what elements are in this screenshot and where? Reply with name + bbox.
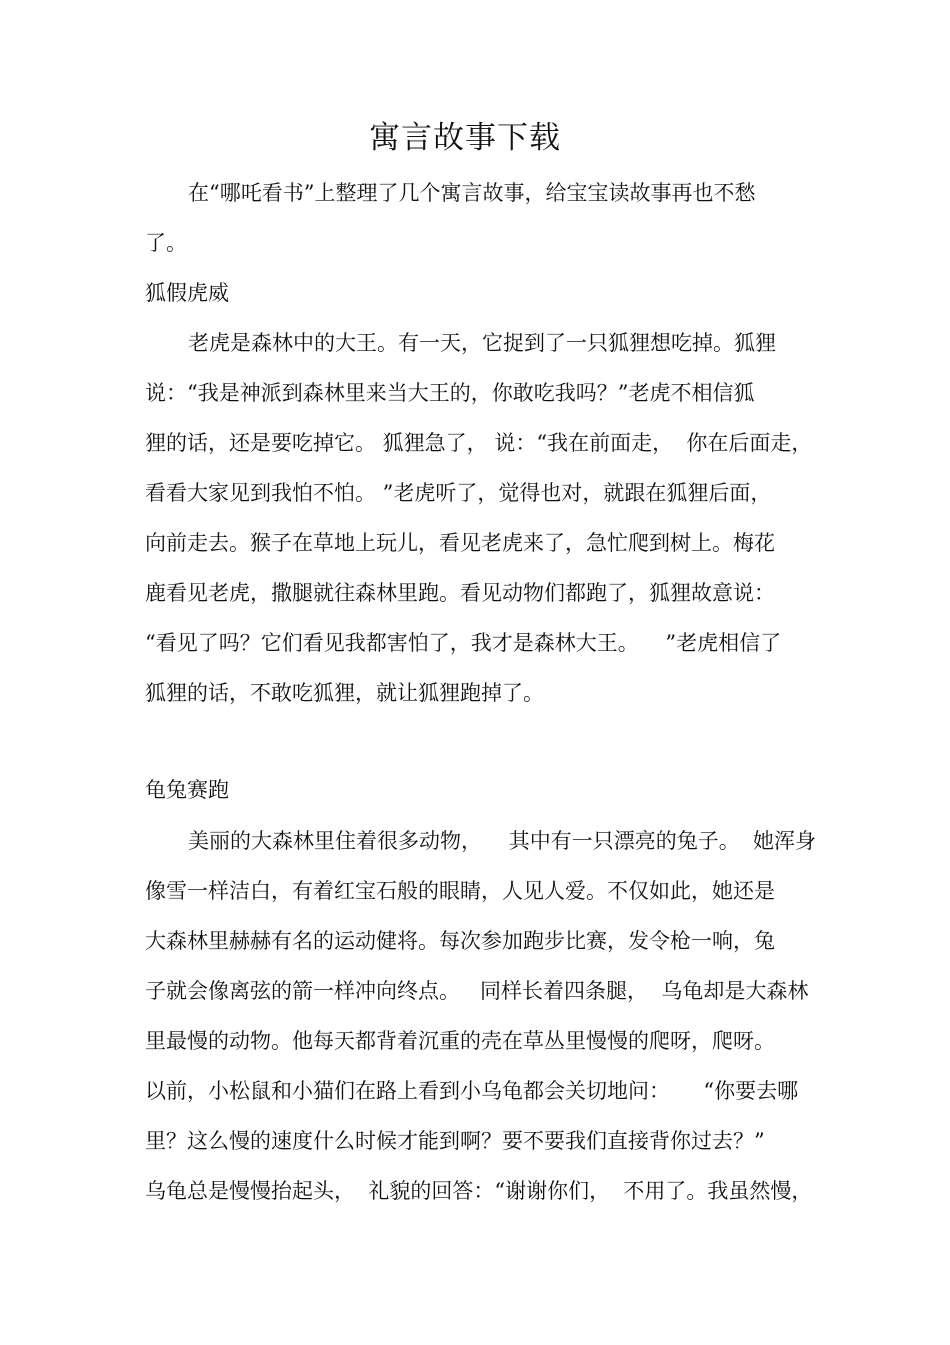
story-line: 说：“我是神派到森林里来当大王的，你敢吃我吗？”老虎不相信狐 bbox=[145, 381, 755, 405]
intro-line: 在“哪吒看书”上整理了几个寓言故事，给宝宝读故事再也不愁 bbox=[188, 181, 756, 205]
story-line: 子就会像离弦的箭一样冲向终点。 同样长着四条腿， 乌龟却是大森林 bbox=[145, 979, 809, 1003]
story-line: 里最慢的动物。他每天都背着沉重的壳在草丛里慢慢的爬呀，爬呀。 bbox=[145, 1029, 775, 1053]
story-line: “看见了吗？它们看见我都害怕了，我才是森林大王。 ”老虎相信了 bbox=[145, 631, 782, 655]
intro-line: 了。 bbox=[145, 231, 187, 255]
story-line: 像雪一样洁白，有着红宝石般的眼睛，人见人爱。不仅如此，她还是 bbox=[145, 879, 775, 903]
story-line: 里？这么慢的速度什么时候才能到啊？要不要我们直接背你过去？” bbox=[145, 1129, 765, 1153]
story-heading: 狐假虎威 bbox=[145, 281, 229, 305]
story-line: 鹿看见老虎，撒腿就往森林里跑。看见动物们都跑了，狐狸故意说： bbox=[145, 581, 775, 605]
story-line: 老虎是森林中的大王。有一天，它捉到了一只狐狸想吃掉。狐狸 bbox=[188, 331, 776, 355]
story-line: 大森林里赫赫有名的运动健将。每次参加跑步比赛，发令枪一响，兔 bbox=[145, 929, 775, 953]
story-line: 狸的话，还是要吃掉它。 狐狸急了， 说：“我在前面走， 你在后面走， bbox=[145, 431, 813, 455]
story-heading: 龟兔赛跑 bbox=[145, 778, 229, 802]
story-line: 乌龟总是慢慢抬起头， 礼貌的回答：“谢谢你们， 不用了。我虽然慢， bbox=[145, 1179, 813, 1203]
document-title: 寓言故事下载 bbox=[369, 120, 561, 156]
story-line: 以前，小松鼠和小猫们在路上看到小乌龟都会关切地问： “你要去哪 bbox=[145, 1079, 799, 1103]
story-line: 向前走去。猴子在草地上玩儿，看见老虎来了，急忙爬到树上。梅花 bbox=[145, 531, 775, 555]
story-line: 狐狸的话，不敢吃狐狸，就让狐狸跑掉了。 bbox=[145, 681, 544, 705]
story-line: 看看大家见到我怕不怕。 ”老虎听了，觉得也对，就跟在狐狸后面， bbox=[145, 481, 772, 505]
story-line: 美丽的大森林里住着很多动物， 其中有一只漂亮的兔子。 她浑身 bbox=[188, 829, 817, 853]
